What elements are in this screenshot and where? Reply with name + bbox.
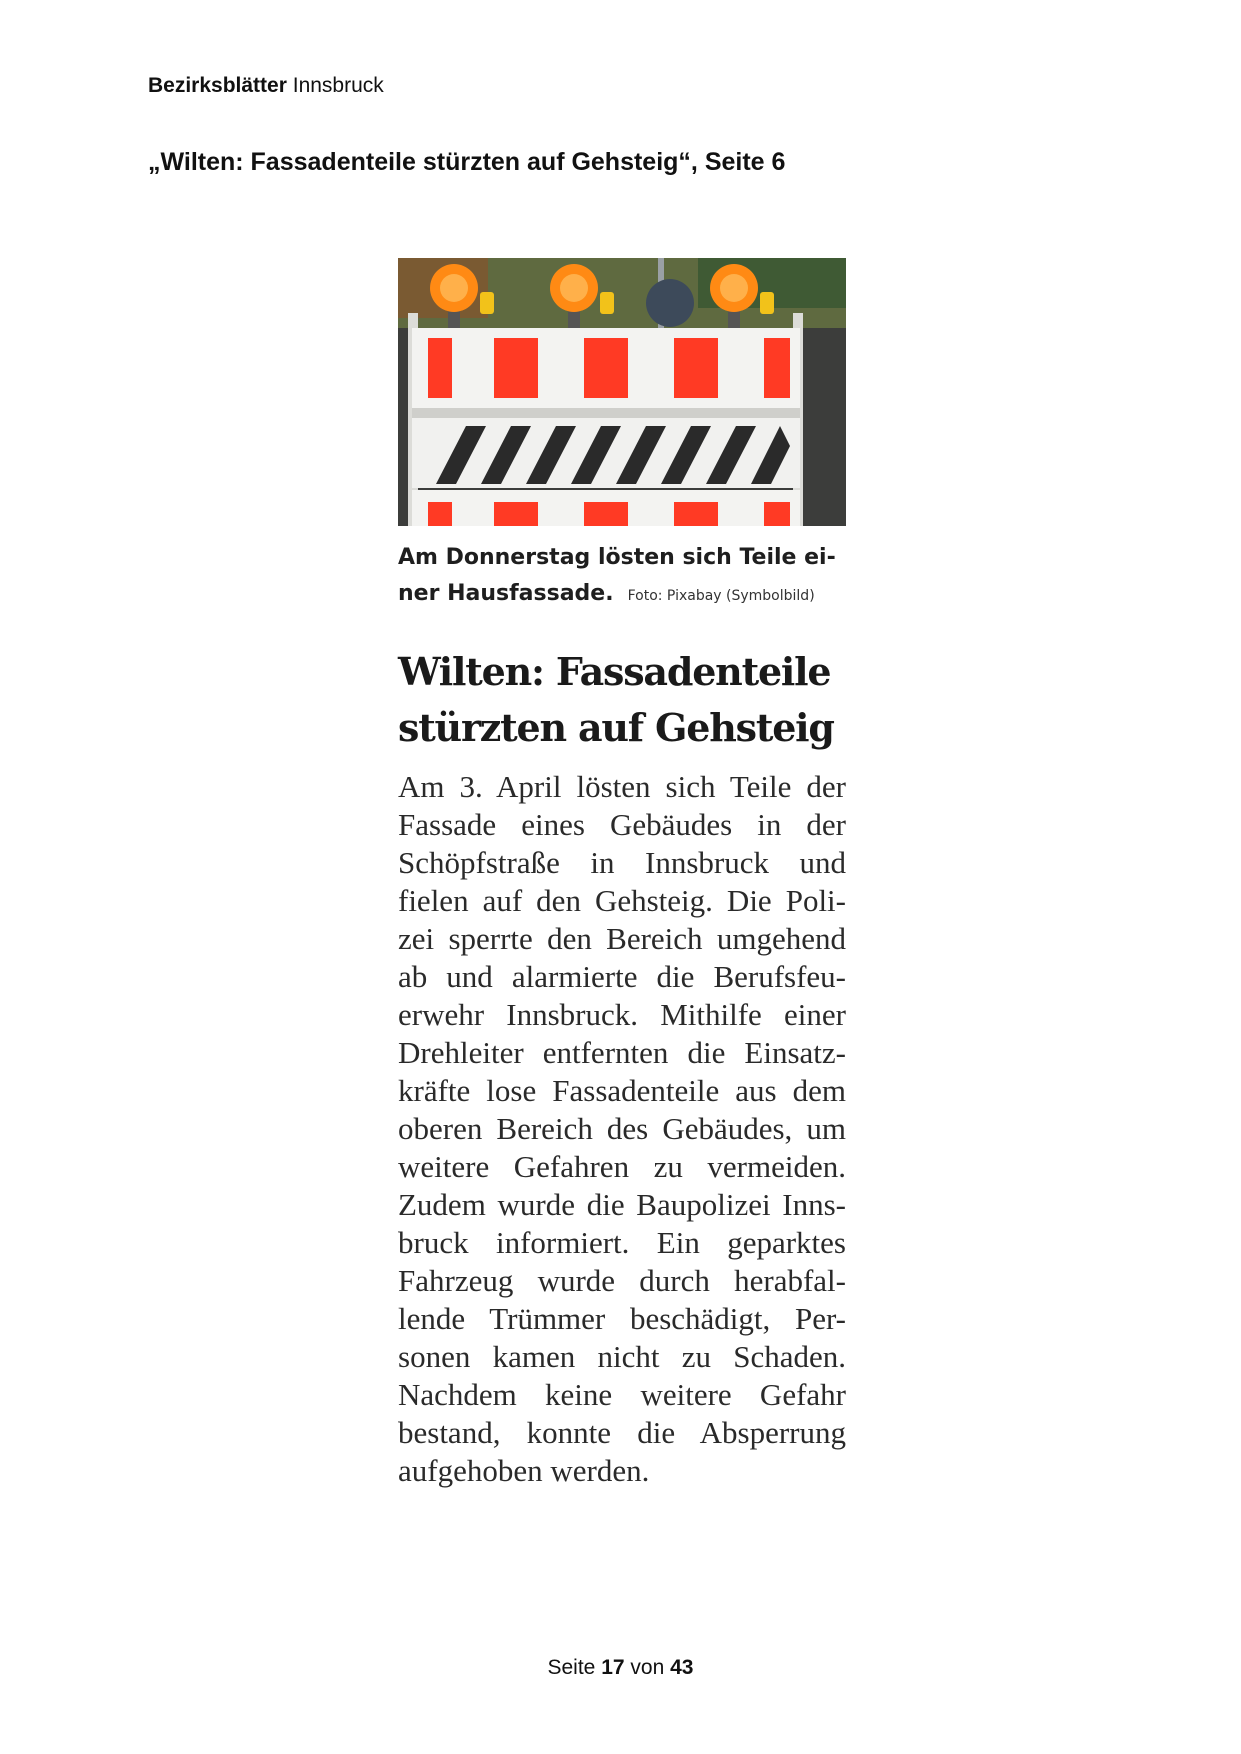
body-line: Zudem wurde die Baupolizei Inns- xyxy=(398,1187,846,1222)
publication-name: Bezirksblätter xyxy=(148,74,287,97)
body-line: zei sperrte den Bereich umgehend xyxy=(398,921,846,956)
body-line: ab und alarmierte die Berufsfeu- xyxy=(398,959,846,994)
body-line: Fahrzeug wurde durch herabfal- xyxy=(398,1263,846,1298)
body-line: erwehr Innsbruck. Mithilfe einer xyxy=(398,997,846,1032)
body-line: aufgehoben werden. xyxy=(398,1453,650,1488)
body-line: bestand, konnte die Absperrung xyxy=(398,1415,846,1450)
body-line: lende Trümmer beschädigt, Per- xyxy=(398,1301,846,1336)
body-line: weitere Gefahren zu vermeiden. xyxy=(398,1149,846,1184)
footer-separator: von xyxy=(630,1656,665,1679)
article-photo xyxy=(398,258,846,526)
reference-title: „Wilten: Fassadenteile stürzten auf Gehsteig“, Seite 6 xyxy=(148,148,786,176)
caption-line-1: Am Donnerstag lösten sich Teile ei- xyxy=(398,545,836,570)
article-headline xyxy=(398,644,846,756)
photo-credit: Foto: Pixabay (Symbolbild) xyxy=(627,588,815,604)
headline-line-2: stürzten auf Gehsteig xyxy=(398,705,834,750)
article-body xyxy=(398,768,846,1490)
publication-edition: Innsbruck xyxy=(292,74,384,97)
body-line: bruck informiert. Ein geparktes xyxy=(398,1225,846,1260)
publication-header xyxy=(148,74,384,98)
body-line: oberen Bereich des Gebäudes, um xyxy=(398,1111,846,1146)
body-line: Am 3. April lösten sich Teile der xyxy=(398,769,846,804)
footer-page-number: 17 xyxy=(601,1656,625,1679)
footer-page-total: 43 xyxy=(670,1656,694,1679)
body-line: Drehleiter entfernten die Einsatz- xyxy=(398,1035,846,1070)
article-clipping xyxy=(398,258,846,1490)
body-line: Schöpfstraße in Innsbruck und xyxy=(398,845,846,880)
footer-prefix: Seite xyxy=(547,1656,596,1679)
photo-caption xyxy=(398,540,846,614)
body-line: Nachdem keine weitere Gefahr xyxy=(398,1377,846,1412)
body-line: kräfte lose Fassadenteile aus dem xyxy=(398,1073,846,1108)
body-line: Fassade eines Gebäudes in der xyxy=(398,807,846,842)
caption-line-2: ner Hausfassade. xyxy=(398,581,614,606)
headline-line-1: Wilten: Fassadenteile xyxy=(398,649,831,694)
body-line: sonen kamen nicht zu Schaden. xyxy=(398,1339,846,1374)
page-footer xyxy=(0,1656,1241,1680)
body-line: fielen auf den Gehsteig. Die Poli- xyxy=(398,883,846,918)
